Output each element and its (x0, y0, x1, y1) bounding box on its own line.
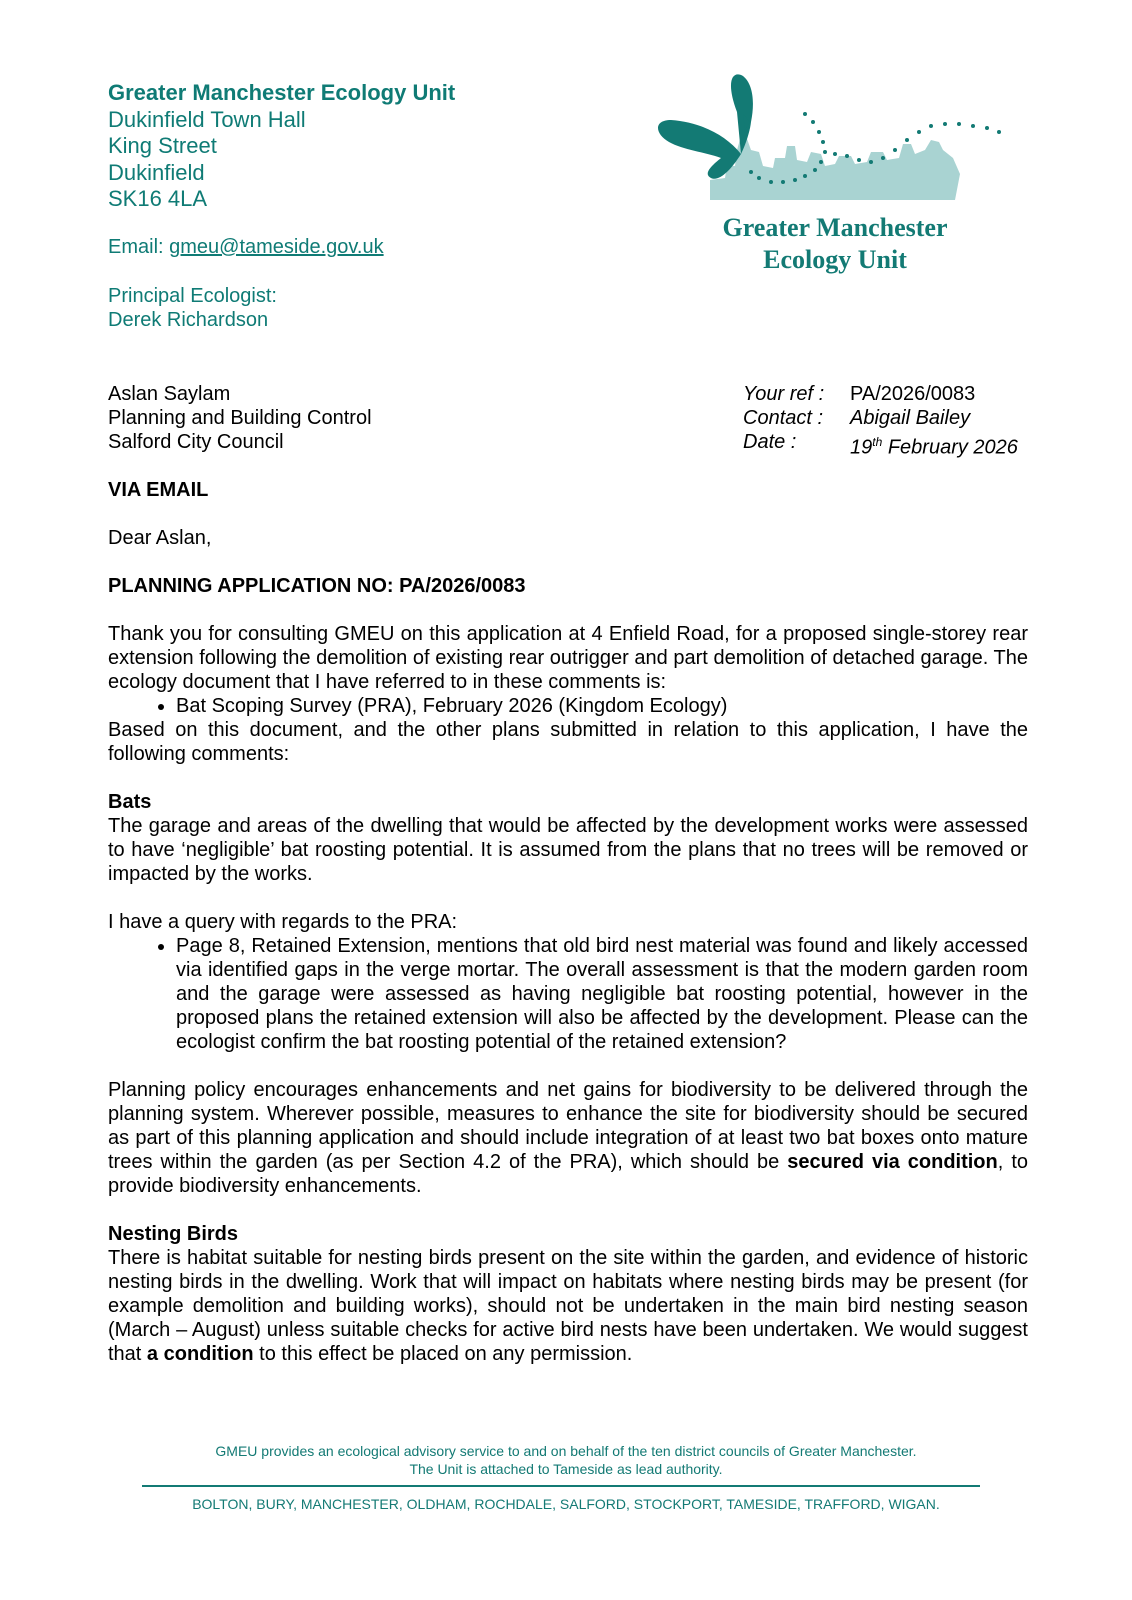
date-rest: February 2026 (882, 436, 1018, 459)
document-list (108, 694, 1028, 718)
email-line (108, 236, 384, 259)
principal-ecologist (108, 284, 277, 332)
footer-divider (142, 1485, 980, 1487)
intro-paragraph: Thank you for consulting GMEU on this application at 4 Enfield Road, for a proposed single-storey rear extension following the demolition of existing rear outrigger and part demolition of detached garage. The ecology document that I have referred to in these comments is: (108, 623, 1028, 693)
sender-org: Greater Manchester Ecology Unit (108, 80, 456, 105)
policy-paragraph (108, 1078, 1028, 1198)
policy-bold: secured via condition (787, 1151, 998, 1173)
bats-paragraph: The garage and areas of the dwelling that would be affected by the development works were assessed to have ‘negligible’ bat roosting potential. It is assumed from the plans that no trees will be removed or impacted by the works. (108, 815, 1028, 885)
contact-label: Contact : (743, 407, 824, 429)
recipient-address (108, 382, 372, 454)
sender-address-line: King Street (108, 133, 217, 158)
your-ref-value: PA/2026/0083 (850, 383, 976, 405)
nesting-paragraph (108, 1246, 1028, 1366)
bats-heading: Bats (108, 791, 152, 813)
nesting-text-a: There is habitat suitable for nesting birds present on the site within the garden, and evidence of historic nesting birds in the dwelling. Work that will impact on habitats where nesting birds may be present (for example demolition and building works), should not be undertaken in the main bird nesting season (March – August) unless suitable checks for active bird nests have been undertaken. We would suggest that (108, 1247, 1028, 1365)
nesting-bold: a condition (146, 1343, 254, 1365)
recipient-line: Salford City Council (108, 431, 284, 453)
logo-line-2: Ecology Unit (763, 245, 907, 274)
logo-line-1: Greater Manchester (722, 213, 948, 242)
email-link[interactable]: gmeu@tameside.gov.uk (169, 236, 384, 258)
query-list (108, 934, 1028, 1054)
based-on-paragraph: Based on this document, and the other plans submitted in relation to this application, I have the following comments: (108, 719, 1028, 765)
contact-value: Abigail Bailey (850, 407, 971, 429)
date-row (743, 430, 1018, 460)
your-ref-label: Your ref : (743, 383, 825, 405)
letter-body (108, 622, 1028, 1366)
document-item: • Bat Scoping Survey (PRA), February 2026 (Kingdom Ecology) (176, 694, 1028, 718)
email-label: Email: (108, 236, 170, 258)
sender-address (108, 80, 455, 213)
query-intro: I have a query with regards to the PRA: (108, 911, 458, 933)
nesting-text-b: to this effect be placed on any permission. (253, 1343, 633, 1365)
footer-line-1: GMEU provides an ecological advisory service to and on behalf of the ten district councils of Greater Manchester. (215, 1443, 917, 1459)
sender-address-line: Dukinfield (108, 159, 205, 185)
principal-name: Derek Richardson (108, 309, 269, 331)
greeting: Dear Aslan, (108, 527, 212, 549)
nesting-heading: Nesting Birds (108, 1223, 239, 1245)
date-suffix: th (872, 435, 883, 449)
footer-line-2: The Unit is attached to Tameside as lead authority. (409, 1461, 723, 1477)
your-ref-row (743, 382, 1018, 406)
recipient-line: Planning and Building Control (108, 407, 372, 429)
via-email: VIA EMAIL (108, 479, 209, 501)
footer-councils: BOLTON, BURY, MANCHESTER, OLDHAM, ROCHDALE, SALFORD, STOCKPORT, TAMESIDE, TRAFFORD, WIGAN. (192, 1496, 940, 1512)
principal-role: Principal Ecologist: (108, 285, 277, 307)
date-day: 19 (850, 436, 873, 459)
sender-address-line: Dukinfield Town Hall (108, 106, 306, 132)
application-heading: PLANNING APPLICATION NO: PA/2026/0083 (108, 575, 526, 597)
footer-notice (0, 1442, 1132, 1478)
policy-text-a: Planning policy encourages enhancements and net gains for biodiversity to be delivered through the planning system. Wherever possible, measures to enhance the site for biodiversity should be secured as part of this planning application and should include integration of at least two bat boxes onto mature trees within the garden (as per Section 4.2 of the PRA), which should be (108, 1079, 1028, 1173)
contact-row (743, 406, 1018, 430)
logo-wordmark (720, 212, 950, 276)
date-label: Date : (743, 431, 797, 453)
query-item: • Page 8, Retained Extension, mentions that old bird nest material was found and likely accessed via identified gaps in the verge mortar. The overall assessment is that the modern garden room and the garage were assessed as having negligible bat roosting potential, however in the proposed plans the retained extension will also be affected by the development. Please can the ecologist confirm the bat roosting potential of the retained extension? (176, 934, 1028, 1054)
sender-address-line: SK16 4LA (108, 186, 208, 211)
recipient-line: Aslan Saylam (108, 383, 231, 405)
date-value (850, 430, 1018, 460)
policy-text-b: , to provide biodiversity enhancements. (108, 1151, 1029, 1197)
reference-block (743, 382, 1018, 460)
